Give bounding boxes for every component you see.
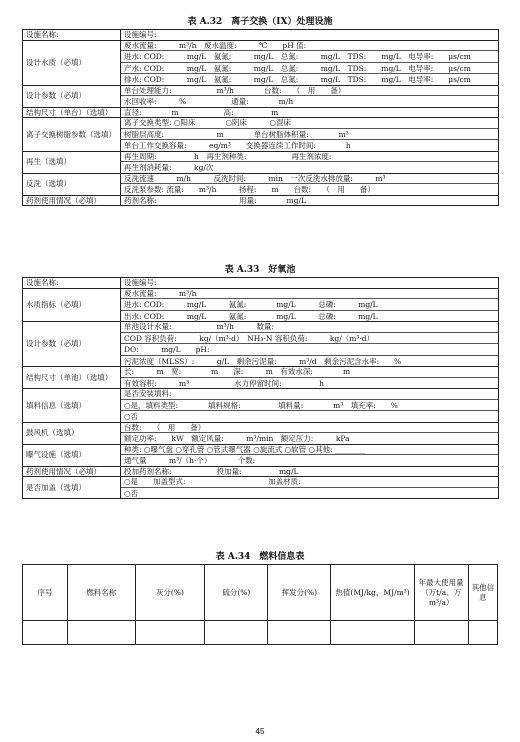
content-line: 单池设计水量: m³/h 数量: — [124, 322, 275, 331]
content-line: 台数: （ 用 备） — [124, 422, 206, 432]
fuel-cell — [331, 621, 414, 645]
form-row — [23, 477, 499, 499]
row-content — [121, 444, 499, 466]
row-label: 药剂使用情况（必填） — [23, 466, 121, 477]
page-number: 45 — [255, 727, 265, 736]
row-label: 再生（选填） — [23, 151, 121, 173]
row-label: 反洗（选填） — [23, 173, 121, 195]
t34-caption: 表 A.34 燃料信息表 — [215, 552, 305, 562]
form-row — [23, 322, 499, 367]
fuel-header-cell: 热值(MJ/kg、MJ/m³) — [331, 565, 414, 621]
row-content — [121, 278, 499, 289]
form-row — [23, 173, 499, 195]
row-content — [121, 173, 499, 195]
form-row — [23, 151, 499, 173]
fuel-header-cell: 燃料名称 — [68, 565, 136, 621]
row-content — [121, 107, 499, 118]
row-content — [121, 85, 499, 107]
row-content — [121, 40, 499, 85]
content-line: 通气量 m³/（h·个） 个数: — [124, 456, 256, 465]
form-row — [23, 107, 499, 118]
fuel-empty-row — [23, 621, 498, 645]
form-row — [23, 288, 499, 322]
row-label: 曝气设施（选填） — [23, 444, 121, 466]
content-line: 有效容积: m³ 水力停留时间: h — [124, 378, 325, 388]
content-line: 废水流量: m³/h — [124, 288, 197, 298]
form-row — [23, 278, 499, 289]
fuel-header-cell: 年最大使用量（万t/a、万m³/a） — [414, 565, 468, 621]
row-label: 结构尺寸（单池）（选填） — [23, 367, 121, 389]
form-row — [23, 422, 499, 444]
row-content — [121, 466, 499, 477]
content-line: 长: m 宽: m 深: m 有效水深: m — [124, 367, 351, 376]
fuel-header-cell: 其他信息 — [468, 565, 497, 621]
content-line: 进水: COD: mg/L 氨氮: mg/L 总氮: mg/L TDS: mg/L 电导率: μs/cm — [124, 52, 471, 61]
row-label: 填料信息（选填） — [23, 389, 121, 423]
content-line: 水回收率: % 通量: m/h — [124, 97, 294, 106]
fuel-cell — [468, 621, 497, 645]
content-line: 投加药剂名称: 投加量: mg/L — [124, 466, 299, 476]
row-label: 鼓风机（选填） — [23, 422, 121, 444]
fuel-cell — [135, 621, 205, 645]
row-label: 设计水质（必填） — [23, 40, 121, 85]
content-line: 单台工作交换容量: eq/m³ 交换器连续工作时间: h — [124, 141, 351, 150]
form-row — [23, 389, 499, 423]
content-line: 额定功率: kW 额定风量: m³/min 额定压力: kPa — [124, 434, 350, 443]
row-label: 离子交换树脂参数（选填） — [23, 118, 121, 152]
fuel-cell — [205, 621, 268, 645]
form-row — [23, 195, 499, 206]
content-line: 直径: m 高: m — [124, 107, 279, 117]
form-row — [23, 118, 499, 152]
content-line: 反洗泵参数: 流量: m³/h 扬程: m 台数: （ 用 备） — [124, 185, 375, 194]
fuel-cell — [23, 621, 68, 645]
content-line: 出水: COD: mg/L 氨氮: mg/L 总磷: mg/L — [124, 311, 378, 321]
fuel-header-cell: 硫分(%) — [205, 565, 268, 621]
content-line: ○是 加盖型式: 加盖材质: — [124, 477, 301, 486]
content-line: 是否安装填料: — [124, 389, 172, 398]
content-line: 排水: COD: mg/L 氨氮: mg/L 总氮: mg/L TDS: mg/L 电导率: μs/cm — [124, 75, 471, 84]
table-aerobic-tank — [22, 277, 499, 499]
row-content — [121, 389, 499, 423]
content-line: 再生剂消耗量: kg/次 — [124, 163, 214, 172]
form-row — [23, 30, 499, 41]
content-line: 反洗流速 m/h 反洗时间: min 一次反洗水排放量: m³ — [124, 173, 386, 183]
table-ix-facility — [22, 29, 499, 206]
content-line: 废水流量: m³/h 废水温度: ℃ pH 值: — [124, 40, 307, 50]
content-line: DO: mg/L pH: — [124, 345, 210, 354]
content-line: 污泥浓度（MLSS）: g/L 剩余污泥量: m³/d 剩余污泥含水率: % — [124, 356, 402, 366]
form-row — [23, 85, 499, 107]
row-label: 结构尺寸（单台）（选填） — [23, 107, 121, 118]
fuel-header-cell: 灰分(%) — [135, 565, 205, 621]
fuel-header-row — [23, 565, 498, 621]
row-label: 设计参数（必填） — [23, 85, 121, 107]
row-label: 设施名称: — [23, 30, 121, 41]
t32-caption: 表 A.32 离子交换（IX）处理设施 — [187, 17, 333, 27]
content-line: ○否 — [124, 488, 139, 498]
form-row — [23, 466, 499, 477]
row-label: 是否加盖（选填） — [23, 477, 121, 499]
content-line: COD 容积负荷: kg/（m³·d） NH₃-N 容积负荷: kg/（m³·d） — [124, 333, 375, 343]
table-fuel-info — [22, 564, 498, 645]
row-content — [121, 151, 499, 173]
content-line: ○否 — [124, 412, 139, 421]
form-row — [23, 444, 499, 466]
content-line: 单台处理能力: m³/h 台数: （ 用 备） — [124, 85, 346, 95]
row-content — [121, 322, 499, 367]
content-line: 设施编号: — [124, 278, 157, 287]
t32-body — [23, 30, 499, 206]
row-label: 设施名称: — [23, 278, 121, 289]
fuel-cell — [414, 621, 468, 645]
content-line: 设施编号: — [124, 30, 157, 39]
row-content — [121, 118, 499, 152]
row-content — [121, 195, 499, 206]
fuel-cell — [68, 621, 136, 645]
content-line: 再生周期: h 再生剂种类: 再生剂浓度: — [124, 151, 332, 161]
fuel-cell — [268, 621, 331, 645]
content-line: 药剂名称: 用量: mg/L — [124, 195, 306, 205]
row-content — [121, 367, 499, 389]
form-row — [23, 367, 499, 389]
fuel-header-cell: 序号 — [23, 565, 68, 621]
content-line: ○是，填料类型: 填料规格: 填料量: m³ 填充率: % — [124, 400, 398, 410]
t33-caption: 表 A.33 好氧池 — [224, 265, 296, 275]
t33-body — [23, 278, 499, 499]
content-line: 产水: COD: mg/L 氨氮: mg/L 总氮: mg/L TDS: mg/L 电导率: μs/cm — [124, 63, 471, 73]
row-content — [121, 288, 499, 322]
content-line: 树脂层高度: m 单台树脂体积量: m³ — [124, 129, 349, 139]
row-content — [121, 477, 499, 499]
content-line: 种类: ○曝气盘 ○穿孔管 ○管式曝气器 ○旋流式 ○软管 ○其他: ________ — [124, 444, 366, 454]
row-label: 水质指标（必填） — [23, 288, 121, 322]
content-line: 离子交换类型: ○阳床 ○阴床 ○混床 — [124, 118, 292, 127]
row-label: 药剂使用情况（必填） — [23, 195, 121, 206]
row-label: 设计参数（必填） — [23, 322, 121, 367]
form-row — [23, 40, 499, 85]
content-line: 进水: COD: mg/L 氨氮: mg/L 总磷: mg/L — [124, 300, 378, 309]
fuel-header-cell: 挥发分(%) — [268, 565, 331, 621]
row-content — [121, 30, 499, 41]
row-content — [121, 422, 499, 444]
